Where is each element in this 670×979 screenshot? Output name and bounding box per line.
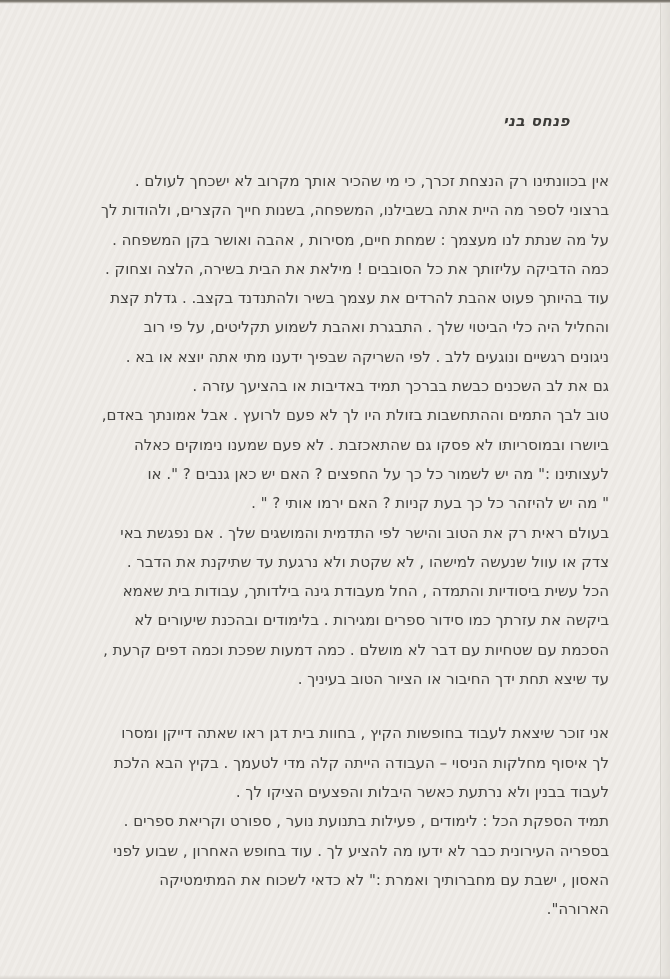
text-line: והחליל היה כלי הביטוי שלך . התבגרת ואהבת לשמוע תקליטים, על פי רוב (143, 318, 609, 337)
text-line: תמיד הספקת הכל : לימודים , פעילות בתנועת נוער , ספורט וקריאת ספרים . (123, 812, 609, 831)
text-line: כמה הדביקה עליזותך את כל הסובבים ! מילאת את הבית בשירה, הלצה וצחוק . (105, 259, 609, 278)
memorial-text (59, 167, 609, 924)
text-line: גם את לב השכנים כבשת בברכך תמיד באדיבות או בהציעך עזרה . (192, 377, 609, 396)
text-line: ביושרו ובמוסריותו לא פסקו גם שהתאכזבת . לא פעם שמענו נימוקים כאלה (133, 435, 609, 454)
page-right-edge (660, 3, 670, 979)
text-line: ביקשה את עזרתך כמו סידור ספרים ומגירות . בלימודים ובהכנת שיעורים לא (134, 611, 609, 630)
text-line: ניגונים רגשיים ונוגעים ללב . לפי השריקה שבפיך ידענו מתי אתה יוצא או בא . (125, 347, 609, 366)
text-line: בעולם ראית רק את הטוב והישר לפי התדמית והמושגים שלך . אם נפגשת באי (120, 523, 609, 542)
scan-top-edge (0, 0, 670, 4)
text-line: האסון , ישבת עם מחברותיך ואמרת :" לא כדאי לשכוח את המתימטיקה (159, 870, 609, 889)
text-line: לעבוד בבנין ולא נרתעת כאשר היבלות והפצעים הציקו לך . (235, 782, 609, 801)
text-line: עוד בהיותך פעוט אהבת להרדים את עצמך בשיר ולהתנדנד בקצב. . גדלת קצת (110, 289, 609, 308)
text-line: עד שיצא תחת ידך החיבור או הציור הטוב בעיניך . (297, 670, 609, 689)
paragraph-2 (59, 719, 609, 924)
text-line: הסכמת עם שטחיות עם דבר לא מושלם . כמה דמעות שפכת וכמה דפים קרעת , (103, 640, 609, 659)
text-line: על מה שנתת לנו מעצמך : שמחת חיים, מסירות , אהבה ואושר בקן המשפחה . (112, 230, 609, 249)
text-line: " מה יש להיזהר כל כך בעת קניות ? האם ירמו אותי ? " . (251, 494, 609, 513)
scan-bottom-edge (0, 975, 670, 979)
author-name-header: פנחס בני (503, 112, 570, 130)
text-line: טוב לבך התמים וההתחשבות בזולת היו לך לא פעם לרועץ . אבל אמונתך באדם, (101, 406, 609, 425)
text-line: אין בכוונתינו רק הנצחת זכרך, כי מי שהכיר אותך מקרוב לא ישכחך לעולם . (134, 172, 609, 190)
text-line: הכל עשית ביסודיות והתמדה , החל מעבודת גינה בילדותך, עבודות בית שאמא (122, 582, 609, 601)
text-line: לך איסוף מחלקות הניסוי – העבודה הייתה קלה מדי לטעמך . בקיץ הבא הלכת (113, 753, 609, 772)
text-line: בספריה העירונית כבר לא ידעו מה להציע לך . עוד בחופש האחרון , שבוע לפני (113, 841, 609, 860)
paragraph-1 (59, 167, 609, 694)
text-line: הארורה". (546, 900, 609, 919)
text-line: צדק או עוול שנעשה למישהו , לא שקטת ולא נרגעת עד שתיקנת את הדבר . (126, 552, 609, 571)
text-line: לעצותינו :" מה יש לשמור כל כך על החפצים ? האם יש כאן גנבים ? ". או (147, 464, 609, 483)
text-line: אני זוכר שיצאת לעבוד בחופשות הקיץ , בחוות בית דגן ראו שאתה דייקן ומסרו (121, 724, 609, 743)
text-line: ברצוני לספר מה היית אתה בשבילנו, המשפחה, בשנות חייך הקצרים, ולהודות לך (100, 201, 609, 220)
